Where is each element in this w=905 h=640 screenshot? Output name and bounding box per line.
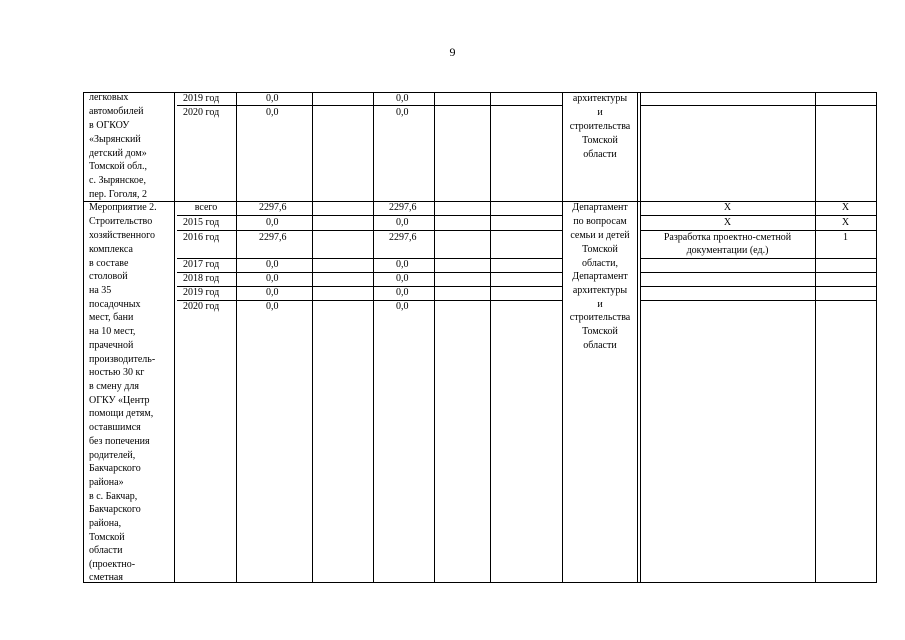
col-border-10 <box>815 92 816 583</box>
total-cell: 0,0 <box>266 217 279 228</box>
row2-indicator-divider-4 <box>640 272 876 273</box>
description-line: в ОГКОУ <box>89 120 130 131</box>
year-cell: 2015 год <box>183 217 220 228</box>
col-border-5 <box>434 92 435 583</box>
year-cell: 2016 год <box>183 232 220 243</box>
row2-indicator-divider-2 <box>640 230 876 231</box>
col-border-4 <box>373 92 374 583</box>
executor-line: и <box>597 107 603 118</box>
description-line: Томской <box>89 532 125 543</box>
total-cell: 0,0 <box>266 259 279 270</box>
row2-year-divider-5 <box>177 286 562 287</box>
row2-year-divider-3 <box>177 258 562 259</box>
total-cell: 0,0 <box>266 287 279 298</box>
regional-cell: 0,0 <box>396 273 409 284</box>
indicator-name: X <box>723 217 732 228</box>
col-border-3 <box>312 92 313 583</box>
description-line: области <box>89 545 123 556</box>
executor-line: области, <box>582 258 618 269</box>
total-cell: 2297,6 <box>259 202 287 213</box>
description-line: в смену для <box>89 381 139 392</box>
regional-cell: 2297,6 <box>389 202 417 213</box>
executor-line: строительства <box>569 312 631 323</box>
description-line: производитель- <box>89 354 156 365</box>
row2-year-divider-4 <box>177 272 562 273</box>
row1-year-divider <box>177 105 562 106</box>
executor-line: Департамент <box>572 271 628 282</box>
row2-indicator-divider-3 <box>640 258 876 259</box>
total-cell: 0,0 <box>266 93 279 104</box>
description-line: ностью 30 кг <box>89 367 145 378</box>
description-line: на 35 <box>89 285 112 296</box>
row2-year-divider-2 <box>177 230 562 231</box>
col-border-0 <box>83 92 84 583</box>
executor-line: архитектуры <box>572 93 628 104</box>
indicator-name: X <box>723 202 732 213</box>
executor-line: Департамент <box>572 202 628 213</box>
total-cell: 0,0 <box>266 273 279 284</box>
year-cell: 2018 год <box>183 273 220 284</box>
executor-line: и <box>597 299 603 310</box>
regional-cell: 2297,6 <box>389 232 417 243</box>
executor-line: Томской <box>582 326 618 337</box>
regional-cell: 0,0 <box>396 287 409 298</box>
indicator-value: X <box>841 217 850 228</box>
executor-line: области <box>583 340 617 351</box>
indicator-name: документации (ед.) <box>686 245 769 256</box>
year-cell: 2017 год <box>183 259 220 270</box>
description-line: посадочных <box>89 299 141 310</box>
executor-line: Томской <box>582 244 618 255</box>
regional-cell: 0,0 <box>396 259 409 270</box>
year-cell: 2020 год <box>183 301 220 312</box>
executor-line: области <box>583 149 617 160</box>
description-line: прачечной <box>89 340 134 351</box>
year-cell: 2019 год <box>183 287 220 298</box>
description-line: родителей, <box>89 450 136 461</box>
description-line: в с. Бакчар, <box>89 491 138 502</box>
col-border-11 <box>876 92 877 583</box>
regional-cell: 0,0 <box>396 107 409 118</box>
description-line: столовой <box>89 271 128 282</box>
table-bottom-border <box>83 582 876 583</box>
description-line: района, <box>89 518 122 529</box>
row2-year-divider-1 <box>177 215 562 216</box>
description-line: Бакчарского <box>89 463 141 474</box>
row1-indicator-divider <box>640 105 876 106</box>
executor-line: Томской <box>582 135 618 146</box>
executor-line: по вопросам <box>573 216 627 227</box>
description-line: Строительство <box>89 216 153 227</box>
col-border-9 <box>640 92 641 583</box>
total-cell: 0,0 <box>266 107 279 118</box>
description-line: комплекса <box>89 244 133 255</box>
description-line: детский дом» <box>89 148 147 159</box>
description-line: оставшимся <box>89 422 141 433</box>
regional-cell: 0,0 <box>396 93 409 104</box>
description-line: с. Зырянское, <box>89 175 146 186</box>
regional-cell: 0,0 <box>396 301 409 312</box>
row2-indicator-divider-1 <box>640 215 876 216</box>
description-line: Мероприятие 2. <box>89 202 157 213</box>
description-line: Томской обл., <box>89 161 147 172</box>
executor-line: строительства <box>569 121 631 132</box>
year-cell: 2019 год <box>183 93 220 104</box>
indicator-value: 1 <box>843 232 848 243</box>
total-cell: 2297,6 <box>259 232 287 243</box>
total-cell: 0,0 <box>266 301 279 312</box>
description-line: Бакчарского <box>89 504 141 515</box>
row2-indicator-divider-6 <box>640 300 876 301</box>
description-line: пер. Гоголя, 2 <box>89 189 148 200</box>
indicator-value: X <box>841 202 850 213</box>
page-number: 9 <box>449 45 456 59</box>
col-border-2 <box>236 92 237 583</box>
description-line: автомобилей <box>89 106 144 117</box>
regional-cell: 0,0 <box>396 217 409 228</box>
description-line: мест, бани <box>89 312 134 323</box>
description-line: «Зырянский <box>89 134 141 145</box>
executor-line: архитектуры <box>572 285 628 296</box>
executor-line: семьи и детей <box>570 230 630 241</box>
col-border-6 <box>490 92 491 583</box>
description-line: на 10 мест, <box>89 326 136 337</box>
description-line: сметная <box>89 572 123 583</box>
description-line: ОГКУ «Центр <box>89 395 150 406</box>
row2-indicator-divider-5 <box>640 286 876 287</box>
col-border-1 <box>174 92 175 583</box>
year-cell: 2020 год <box>183 107 220 118</box>
description-line: без попечения <box>89 436 150 447</box>
indicator-name: Разработка проектно-сметной <box>663 232 792 243</box>
description-line: в составе <box>89 258 129 269</box>
description-line: (проектно- <box>89 559 136 570</box>
row2-year-divider-6 <box>177 300 562 301</box>
year-cell: всего <box>194 202 218 213</box>
description-line: района» <box>89 477 124 488</box>
description-line: хозяйственного <box>89 230 155 241</box>
description-line: легковых <box>89 92 129 103</box>
description-line: помощи детям, <box>89 408 154 419</box>
